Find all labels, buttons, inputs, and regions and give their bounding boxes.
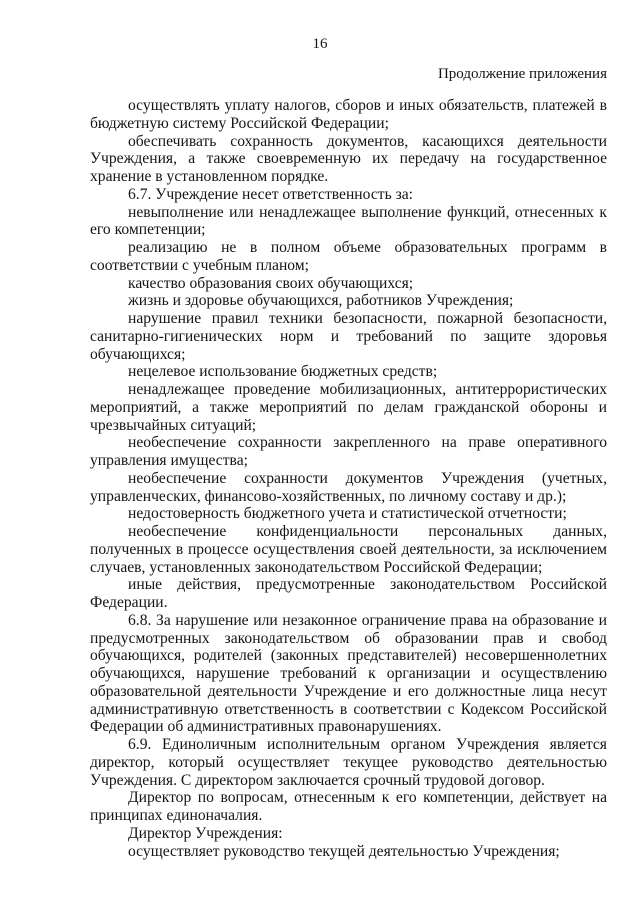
paragraph: реализацию не в полном объеме образовательных программ в соответствии с учебным планом; — [90, 239, 607, 274]
paragraph: необеспечение конфиденциальности персональных данных, полученных в процессе осуществления своей деятельности, за исключением случаев, установленных законодательством Российской Федерации; — [90, 523, 607, 576]
paragraph: осуществляет руководство текущей деятельностью Учреждения; — [128, 842, 560, 860]
continuation-label: Продолжение приложения — [437, 66, 607, 82]
paragraph: нарушение правил техники безопасности, пожарной безопасности, санитарно-гигиенических норм и требований по защите здоровья обучающихся; — [90, 310, 607, 363]
paragraph: Директор Учреждения: — [128, 824, 283, 842]
section-heading-6-7: 6.7. Учреждение несет ответственность за: — [128, 185, 413, 203]
paragraph: необеспечение сохранности закрепленного на праве оперативного управления имущества; — [90, 434, 607, 469]
section-6-9: 6.9. Единоличным исполнительным органом Учреждения является директор, который осуществляет текущее руководство деятельностью Учреждения. С директором заключается срочный трудовой договор. — [90, 736, 607, 789]
paragraph: жизнь и здоровье обучающихся, работников Учреждения; — [128, 292, 514, 310]
paragraph: качество образования своих обучающихся; — [128, 274, 414, 292]
paragraph: невыполнение или ненадлежащее выполнение функций, отнесенных к его компетенции; — [90, 203, 607, 239]
section-6-8: 6.8. За нарушение или незаконное ограничение права на образование и предусмотренных законодательством об образовании прав и свобод обучающихся, родителей (законных представителей) несовершеннолетних обучающихся, нарушение требований к организации и осуществлению образовательной деятельности Учреждение и его должностные лица несут административную ответственность в соответствии с Кодексом Российской Федерации об административных правонарушениях. — [90, 611, 607, 736]
paragraph: осуществлять уплату налогов, сборов и иных обязательств, платежей в бюджетную систему Российской Федерации; — [90, 97, 607, 132]
paragraph: нецелевое использование бюджетных средств; — [128, 363, 438, 381]
paragraph: необеспечение сохранности документов Учреждения (учетных, управленческих, финансово-хозяйственных, по личному составу и др.); — [90, 469, 607, 505]
paragraph: недостоверность бюджетного учета и статистической отчетности; — [128, 505, 567, 523]
paragraph: обеспечивать сохранность документов, касающихся деятельности Учреждения, а также своевременную их передачу на государственное хранение в установленном порядке. — [90, 132, 607, 185]
paragraph: иные действия, предусмотренные законодательством Российской Федерации. — [90, 576, 607, 611]
document-body — [90, 97, 607, 860]
paragraph: ненадлежащее проведение мобилизационных, антитеррористических мероприятий, а также мероприятий по делам гражданской обороны и чрезвычайных ситуаций; — [90, 381, 607, 434]
paragraph: Директор по вопросам, отнесенным к его компетенции, действует на принципах единоначалия. — [90, 789, 607, 824]
page-number: 16 — [312, 36, 328, 52]
